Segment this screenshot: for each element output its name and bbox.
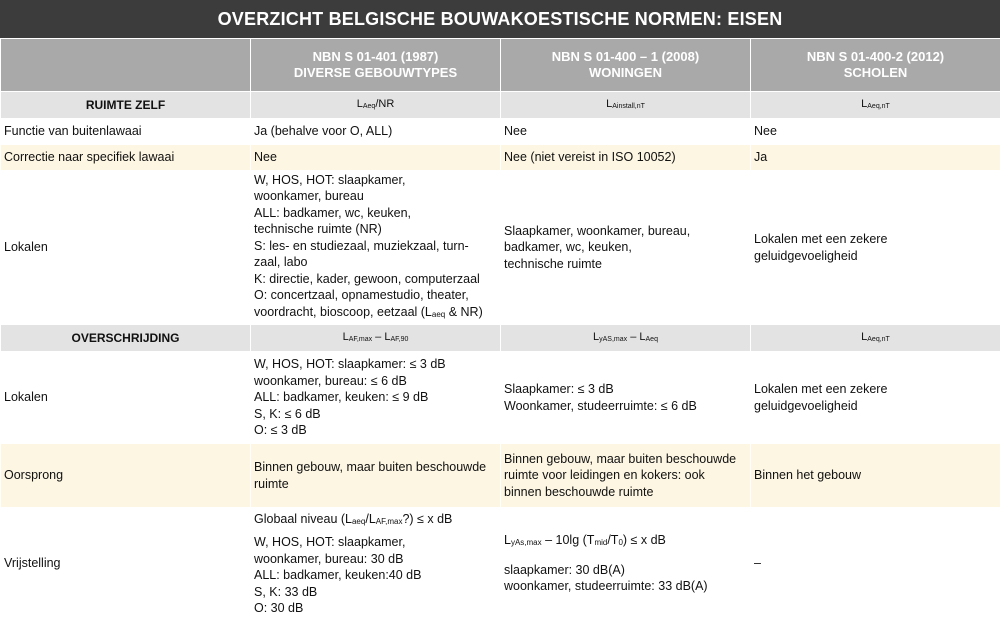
cell: Lokalen met een zekere geluidgevoeligheid [751,352,1000,444]
row-label: Oorsprong [1,444,251,508]
cell: Binnen gebouw, maar buiten beschouwde ruimte voor leidingen en kokers: ook binnen beschouwde ruimte [501,444,751,508]
cell: Ja [751,145,1000,171]
section-symbol: $L_{Ainstall,nT}$ [501,92,751,119]
cell: Binnen het gebouw [751,444,1000,508]
row-label: Lokalen [1,352,251,444]
section-label: RUIMTE ZELF [1,92,251,119]
cell: Slaapkamer: ≤ 3 dB Woonkamer, studeerruimte: ≤ 6 dB [501,352,751,444]
section-row-overschrijding [1,325,1000,352]
header-nbn-400-1 [501,39,751,92]
cell: $L_{yAs,max} - 10\lg$ $(T_{mid}/T_0) \le x$ dB slaapkamer: 30 dB(A) woonkamer, studeerruimte: 33 dB(A) [501,508,751,620]
header-empty-cell [1,39,251,92]
header-nbn-400-1-norm: NBN S 01-400 – 1 (2008) [551,49,700,64]
header-nbn-401-norm: NBN S 01-401 (1987) [312,49,439,64]
section-symbol: $L_{Aeq,nT}$ [751,325,1000,352]
cell: W, HOS, HOT: slaapkamer, woonkamer, bureau ALL: badkamer, wc, keuken, technische ruimte (NR) S: les- en studiezaal, muziekzaal, turn- zaal, labo K: directie, kader, gewoon, computerzaal O: concertzaal, opnamestudio, theater, voordracht, bioscoop, eetzaal ($L_{aeq}$ & NR) [251,171,501,325]
page-title: OVERZICHT BELGISCHE BOUWAKOESTISCHE NORMEN: EISEN [0,0,1000,38]
row-label: Lokalen [1,171,251,325]
table-row [1,508,1000,620]
cell: Nee (niet vereist in ISO 10052) [501,145,751,171]
cell: – [751,508,1000,620]
row-label: Vrijstelling [1,508,251,620]
table-row [1,145,1000,171]
row-label: Correctie naar specifiek lawaai [1,145,251,171]
cell: Nee [501,119,751,145]
cell: Slaapkamer, woonkamer, bureau, badkamer, wc, keuken, technische ruimte [501,171,751,325]
header-nbn-400-2 [751,39,1000,92]
table-row [1,171,1000,325]
section-symbol: $L_{AF,max} - L_{AF,90}$ [251,325,501,352]
table-row [1,119,1000,145]
header-nbn-401 [251,39,501,92]
header-nbn-400-1-scope: WONINGEN [589,65,662,80]
cell: Lokalen met een zekere geluidgevoeligheid [751,171,1000,325]
section-symbol: $L_{Aeq,nT}$ [751,92,1000,119]
cell: Globaal niveau $(L_{aeq}/L_{AF,max}?) \le x$ dB W, HOS, HOT: slaapkamer, woonkamer, bureau: 30 dB ALL: badkamer, keuken:40 dB S, K: 33 dB O: 30 dB [251,508,501,620]
row-label: Functie van buitenlawaai [1,119,251,145]
header-nbn-400-2-scope: SCHOLEN [843,65,908,80]
cell: Ja (behalve voor O, ALL) [251,119,501,145]
table-row [1,444,1000,508]
table-row [1,352,1000,444]
section-symbol: $L_{Aeq}/NR$ [251,92,501,119]
norms-table [0,38,1000,620]
cell: W, HOS, HOT: slaapkamer: ≤ 3 dB woonkamer, bureau: ≤ 6 dB ALL: badkamer, keuken: ≤ 9 dB S, K: ≤ 6 dB O: ≤ 3 dB [251,352,501,444]
header-nbn-400-2-norm: NBN S 01-400-2 (2012) [806,49,945,64]
header-nbn-401-scope: DIVERSE GEBOUWTYPES [293,65,458,80]
cell: Nee [251,145,501,171]
cell: Nee [751,119,1000,145]
cell: Binnen gebouw, maar buiten beschouwde ruimte [251,444,501,508]
section-label: OVERSCHRIJDING [1,325,251,352]
table-header-row [1,39,1000,92]
section-symbol: $L_{yAS,max} - L_{Aeq}$ [501,325,751,352]
section-row-ruimte-zelf [1,92,1000,119]
